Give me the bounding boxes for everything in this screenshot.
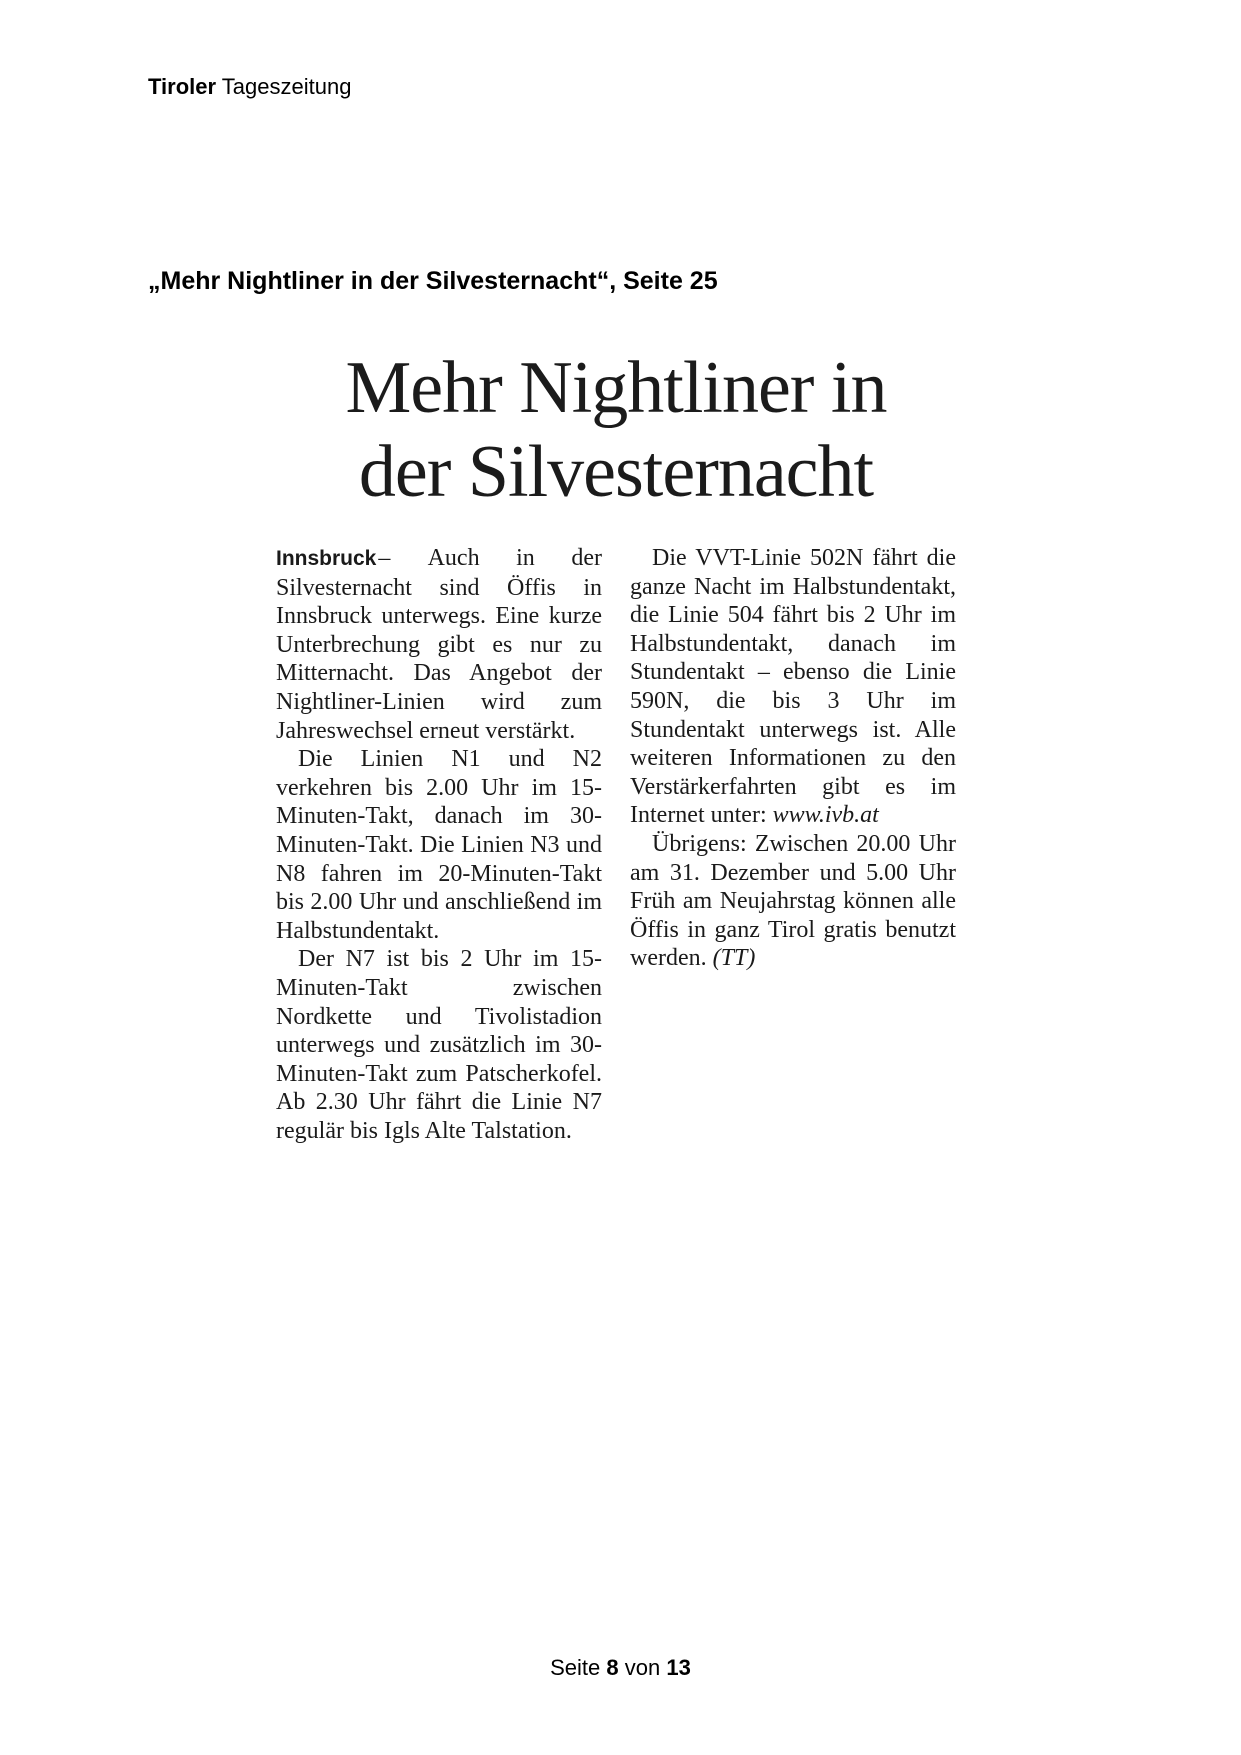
article-paragraph-5 xyxy=(630,830,956,973)
publication-name-rest: Tageszeitung xyxy=(221,74,352,99)
article-reference-title: „Mehr Nightliner in der Silvesternacht“, Seite 25 xyxy=(148,267,718,295)
current-page: 8 xyxy=(606,1655,619,1680)
dateline-dash: – xyxy=(378,545,391,571)
dateline: Innsbruck xyxy=(276,547,377,570)
publication-name-bold: Tiroler xyxy=(148,74,217,99)
page-middle: von xyxy=(624,1655,661,1680)
paragraph-5-text: Übrigens: Zwischen 20.00 Uhr am 31. Dezember und 5.00 Uhr Früh am Neujahrstag können alle Öffis in ganz Tirol gratis benutzt werden. xyxy=(630,830,956,972)
website-link[interactable]: www.ivb.at xyxy=(772,802,879,829)
paragraph-4-text: Die VVT-Linie 502N fährt die ganze Nacht im Halbstundentakt, die Linie 504 fährt bis 2 Uhr im Halbstundentakt, danach im Stundentakt – ebenso die Linie 590N, die bis 3 Uhr im Stundentakt unterwegs ist. Alle weiteren Informationen zu den Verstärkerfahrten gibt es im Internet unter: xyxy=(630,545,956,829)
article-column-left xyxy=(276,544,602,1145)
author-signature: (TT) xyxy=(712,945,756,972)
article-headline xyxy=(276,346,956,514)
headline-line-2: der Silvesternacht xyxy=(358,431,874,513)
headline-line-1: Mehr Nightliner in xyxy=(345,347,887,429)
article-paragraph-4 xyxy=(630,544,956,830)
article-paragraph-2: Die Linien N1 und N2 verkehren bis 2.00 Uhr im 15-Minuten-Takt, danach im 30-Minuten-Takt. Die Linien N3 und N8 fahren im 20-Minuten-Takt bis 2.00 Uhr und anschließend im Halbstundentakt. xyxy=(276,746,602,944)
total-pages: 13 xyxy=(666,1655,691,1680)
article-paragraph-3: Der N7 ist bis 2 Uhr im 15-Minuten-Takt zwischen Nordkette und Tivolistadion unterwegs und zusätzlich im 30-Minuten-Takt zum Patscherkofel. Ab 2.30 Uhr fährt die Linie N7 regulär bis Igls Alte Talstation. xyxy=(276,946,602,1144)
article-paragraph-1 xyxy=(276,544,602,745)
paragraph-1-text: Auch in der Silvesternacht sind Öffis in Innsbruck unterwegs. Eine kurze Unterbrechung gibt es nur zu Mitternacht. Das Angebot der Nightliner-Linien wird zum Jahreswechsel erneut verstärkt. xyxy=(276,545,602,744)
page-number xyxy=(0,1653,1241,1683)
article-columns xyxy=(276,544,956,1145)
article-column-right xyxy=(630,544,956,1145)
publication-header xyxy=(148,72,351,102)
newspaper-clipping xyxy=(276,346,956,1145)
page-prefix: Seite xyxy=(550,1655,601,1680)
